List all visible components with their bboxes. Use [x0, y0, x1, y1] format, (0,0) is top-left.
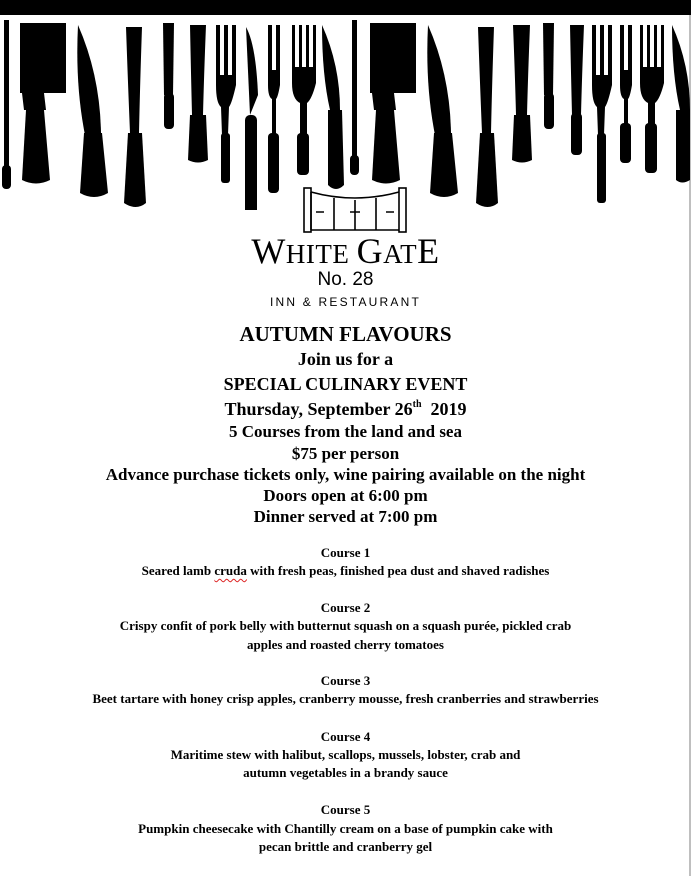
course-3-title: Course 3: [320, 673, 371, 688]
event-dinner-time: Dinner served at 7:00 pm: [253, 507, 438, 526]
cutlery-border-icon: [0, 15, 691, 210]
course-4-title: Course 4: [320, 729, 371, 744]
course-2-description-line2: apples and roasted cherry tomatoes: [247, 637, 444, 652]
course-4-description-line2: autumn vegetables in a brandy sauce: [243, 765, 448, 780]
event-date-prefix: Thursday, September 26: [224, 399, 413, 419]
course-5-description-line2: pecan brittle and cranberry gel: [258, 839, 433, 854]
course-2-description-line1: Crispy confit of pork belly with butternut squash on a squash purée, pickled crab: [119, 618, 572, 633]
course-1-text-a: Seared lamb: [141, 563, 215, 578]
course-1-title: Course 1: [320, 545, 371, 560]
spellcheck-flagged-word: cruda: [214, 563, 247, 578]
logo-letters-at: AT: [383, 239, 418, 269]
logo-number: No. 28: [317, 269, 374, 290]
event-intro: Join us for a: [297, 349, 394, 369]
event-tickets-note: Advance purchase tickets only, wine pairing available on the night: [105, 465, 586, 484]
event-date: [0, 397, 691, 421]
logo-letter-g: G: [356, 231, 384, 271]
course-4-description-line1: Maritime stew with halibut, scallops, mussels, lobster, crab and: [170, 747, 521, 762]
logo-subtitle: INN & RESTAURANT: [270, 295, 421, 309]
logo-letter-e: E: [417, 231, 440, 271]
logo-letter-w: W: [251, 231, 286, 271]
course-1-text-b: with fresh peas, finished pea dust and shaved radishes: [246, 563, 550, 578]
course-1-description: [0, 562, 691, 581]
event-date-suffix: th: [412, 399, 422, 410]
course-3-description: Beet tartare with honey crisp apples, cranberry mousse, fresh cranberries and strawberries: [92, 691, 599, 706]
top-border-bar: [0, 0, 691, 15]
course-2-title: Course 2: [320, 600, 371, 615]
event-doors-time: Doors open at 6:00 pm: [263, 486, 428, 505]
event-courses-summary: 5 Courses from the land and sea: [229, 422, 462, 441]
event-price: $75 per person: [291, 444, 400, 463]
course-5-description-line1: Pumpkin cheesecake with Chantilly cream on a base of pumpkin cake with: [138, 821, 553, 836]
event-title: AUTUMN FLAVOURS: [239, 322, 452, 346]
event-date-year: 2019: [430, 399, 467, 419]
white-gate-logo-icon: [302, 186, 408, 236]
course-5-title: Course 5: [320, 802, 371, 817]
event-type: SPECIAL CULINARY EVENT: [223, 374, 468, 394]
logo-letters-hite: HITE: [285, 239, 357, 269]
